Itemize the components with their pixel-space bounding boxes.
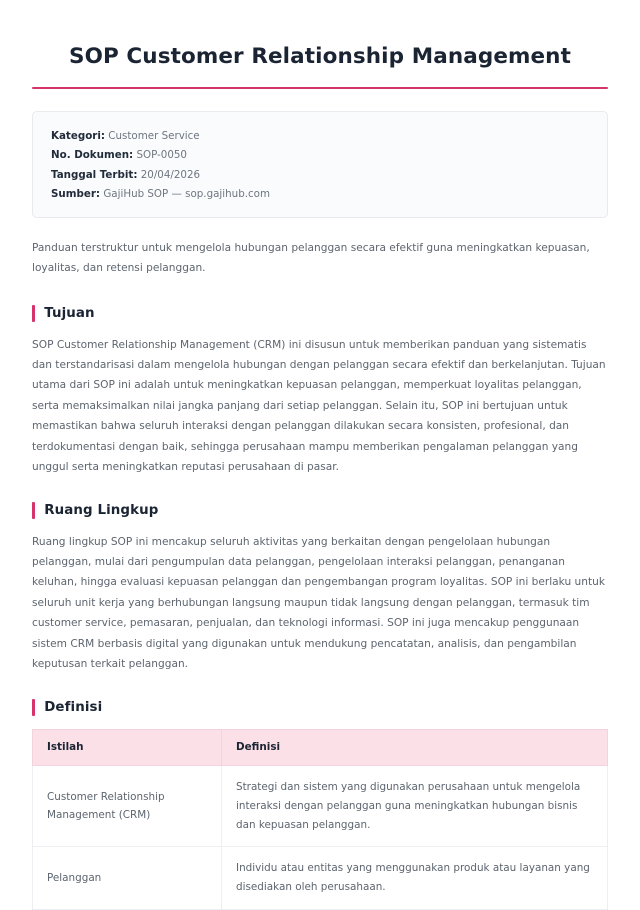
table-row [33, 847, 608, 909]
metadata-value-kategori: Customer Service [108, 129, 200, 142]
section-heading-tujuan [32, 305, 608, 322]
definisi-table [32, 729, 608, 910]
table-cell-term: Pelanggan [33, 847, 222, 909]
section-title-definisi: Definisi [44, 699, 103, 715]
definisi-table-body [33, 766, 608, 910]
accent-bar-icon [32, 502, 35, 519]
section-definisi [32, 699, 608, 910]
section-body-tujuan: SOP Customer Relationship Management (CRM) ini disusun untuk memberikan panduan yang sistematis dan terstandarisasi dalam mengelola hubungan dengan pelanggan secara efektif dan berkelanjutan. Tujuan utama dari SOP ini adalah untuk meningkatkan kepuasan pelanggan, memperkuat loyalitas pelanggan, serta memaksimalkan nilai jangka panjang dari setiap pelanggan. Selain itu, SOP ini bertujuan untuk memastikan bahwa seluruh interaksi dengan pelanggan dilakukan secara konsisten, profesional, dan terdokumentasi dengan baik, sehingga perusahaan mampu memberikan pengalaman pelanggan yang unggul serta meningkatkan reputasi perusahaan di pasar. [32, 338, 606, 474]
metadata-row-no-dokumen [51, 146, 589, 165]
table-row [33, 766, 608, 847]
table-header-row [33, 729, 608, 766]
metadata-value-sumber: GajiHub SOP — sop.gajihub.com [103, 188, 270, 201]
metadata-label-sumber: Sumber: [51, 188, 101, 201]
column-header-istilah: Istilah [33, 729, 222, 766]
document-metadata-box [32, 111, 608, 218]
section-body-ruang-lingkup: Ruang lingkup SOP ini mencakup seluruh aktivitas yang berkaitan dengan pengelolaan hubungan pelanggan, mulai dari pengumpulan data pelanggan, pengelolaan interaksi pelanggan, penanganan keluhan, hingga evaluasi kepuasan pelanggan dan pengembangan program loyalitas. SOP ini berlaku untuk seluruh unit kerja yang berhubungan langsung maupun tidak langsung dengan pelanggan, termasuk tim customer service, pemasaran, penjualan, dan teknologi informasi. SOP ini juga mencakup penggunaan sistem CRM berbasis digital yang digunakan untuk mendukung pencatatan, analisis, dan pengambilan keputusan terkait pelanggan. [32, 535, 605, 671]
document-intro: Panduan terstruktur untuk mengelola hubungan pelanggan secara efektif guna meningkatkan kepuasan, loyalitas, dan retensi pelanggan. [32, 242, 590, 274]
metadata-label-tanggal-terbit: Tanggal Terbit: [51, 168, 138, 181]
section-ruang-lingkup [32, 502, 608, 675]
metadata-row-tanggal-terbit [51, 165, 589, 184]
metadata-label-no-dokumen: No. Dokumen: [51, 149, 134, 162]
section-title-ruang-lingkup: Ruang Lingkup [44, 502, 159, 518]
section-heading-ruang-lingkup [32, 502, 608, 519]
page-title: SOP Customer Relationship Management [69, 44, 571, 69]
definisi-table-head [33, 729, 608, 766]
section-tujuan [32, 305, 608, 478]
section-title-tujuan: Tujuan [44, 305, 95, 321]
metadata-value-no-dokumen: SOP-0050 [136, 149, 187, 162]
metadata-row-sumber [51, 185, 589, 204]
metadata-value-tanggal-terbit: 20/04/2026 [140, 168, 201, 181]
title-divider [32, 87, 608, 90]
table-cell-definition: Strategi dan sistem yang digunakan perusahaan untuk mengelola interaksi dengan pelanggan guna meningkatkan hubungan bisnis dan kepuasan pelanggan. [222, 766, 608, 847]
accent-bar-icon [32, 699, 35, 716]
accent-bar-icon [32, 305, 35, 322]
column-header-definisi: Definisi [222, 729, 608, 766]
table-cell-definition: Individu atau entitas yang menggunakan produk atau layanan yang disediakan oleh perusahaan. [222, 847, 608, 909]
metadata-row-kategori [51, 126, 589, 145]
table-cell-term: Customer Relationship Management (CRM) [33, 766, 222, 847]
section-heading-definisi [32, 699, 608, 716]
metadata-label-kategori: Kategori: [51, 129, 106, 142]
